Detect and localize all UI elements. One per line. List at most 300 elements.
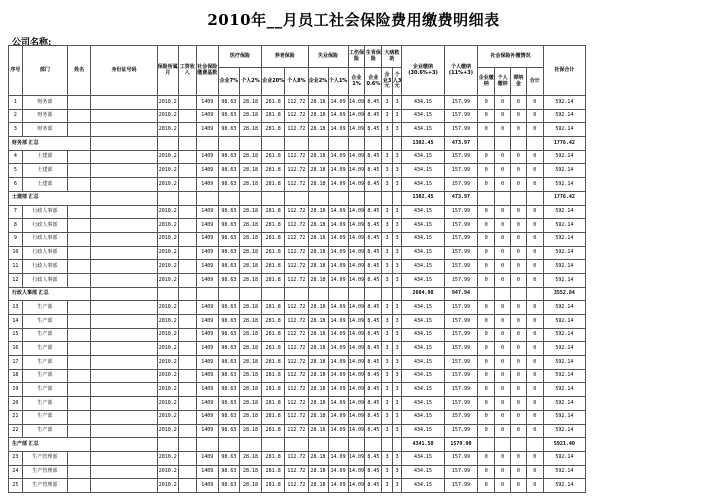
row-pension-ent: 281.8 <box>262 96 285 110</box>
subtotal-empty <box>262 287 285 301</box>
row-sup-sum: 0 <box>526 479 543 493</box>
subtotal-empty <box>308 438 328 452</box>
row-base: 1409 <box>196 356 218 370</box>
row-name <box>68 479 91 493</box>
row-base: 1409 <box>196 424 218 438</box>
header-enterprise-total: 企业缴纳(30.6%+3) <box>402 46 444 96</box>
row-personal-total: 157.99 <box>444 219 478 233</box>
row-wage <box>178 150 196 164</box>
row-grand-total: 592.14 <box>543 232 585 246</box>
header-supplement-sum: 合计 <box>526 68 543 96</box>
row-wage <box>178 328 196 342</box>
row-base: 1409 <box>196 465 218 479</box>
subtotal-empty <box>196 137 218 151</box>
row-unemp-ent: 28.18 <box>308 397 328 411</box>
row-medical-per: 28.18 <box>239 246 261 260</box>
row-serious-ent: 3 <box>382 410 393 424</box>
row-enterprise-total: 434.15 <box>402 356 444 370</box>
header-pension-personal: 个人8% <box>285 68 308 96</box>
subtotal-empty <box>526 438 543 452</box>
row-personal-total: 157.99 <box>444 342 478 356</box>
row-pension-ent: 281.8 <box>262 479 285 493</box>
row-sup-per: 0 <box>495 369 511 383</box>
row-unemp-ent: 28.18 <box>308 410 328 424</box>
row-pension-per: 112.72 <box>285 150 308 164</box>
row-grand-total: 592.14 <box>543 342 585 356</box>
row-serious-ent: 3 <box>382 246 393 260</box>
subtotal-empty <box>365 287 382 301</box>
row-medical-ent: 98.63 <box>218 410 239 424</box>
subtotal-empty <box>239 438 261 452</box>
row-enterprise-total: 434.15 <box>402 465 444 479</box>
row-sup-per: 0 <box>495 315 511 329</box>
row-enterprise-total: 434.15 <box>402 410 444 424</box>
row-serious-per: 3 <box>392 328 402 342</box>
row-seq: 15 <box>9 328 23 342</box>
row-injury-ent: 14.09 <box>348 424 365 438</box>
row-dept: 生产部 <box>22 410 67 424</box>
row-serious-per: 3 <box>392 273 402 287</box>
row-injury-ent: 14.09 <box>348 451 365 465</box>
table-row <box>9 383 586 397</box>
row-enterprise-total: 434.15 <box>402 246 444 260</box>
row-medical-per: 28.18 <box>239 232 261 246</box>
subtotal-grand-total: 1776.42 <box>543 191 585 205</box>
row-seq: 17 <box>9 356 23 370</box>
row-pension-ent: 281.8 <box>262 232 285 246</box>
subtotal-empty <box>382 287 393 301</box>
row-medical-per: 28.18 <box>239 301 261 315</box>
row-grand-total: 592.14 <box>543 109 585 123</box>
table-row <box>9 369 586 383</box>
row-medical-per: 28.18 <box>239 260 261 274</box>
row-base: 1409 <box>196 246 218 260</box>
row-sup-late: 0 <box>511 96 527 110</box>
row-name <box>68 96 91 110</box>
header-unemployment: 失业保险 <box>308 46 348 68</box>
subtotal-empty <box>392 191 402 205</box>
row-id-number <box>91 219 157 233</box>
row-sup-per: 0 <box>495 232 511 246</box>
row-unemp-per: 14.09 <box>328 205 348 219</box>
row-personal-total: 157.99 <box>444 328 478 342</box>
row-sup-sum: 0 <box>526 369 543 383</box>
row-serious-per: 3 <box>392 369 402 383</box>
row-grand-total: 592.14 <box>543 219 585 233</box>
row-dept: 生产管理部 <box>22 465 67 479</box>
subtotal-empty <box>365 438 382 452</box>
row-period: 2010.2 <box>157 328 178 342</box>
row-serious-per: 3 <box>392 260 402 274</box>
row-pension-ent: 281.8 <box>262 328 285 342</box>
row-seq: 21 <box>9 410 23 424</box>
row-sup-ent: 0 <box>478 150 495 164</box>
header-injury-enterprise: 企业1% <box>348 68 365 96</box>
table-row <box>9 205 586 219</box>
row-seq: 8 <box>9 219 23 233</box>
header-pension-enterprise: 企业20% <box>262 68 285 96</box>
row-medical-ent: 98.63 <box>218 301 239 315</box>
row-serious-per: 3 <box>392 410 402 424</box>
row-name <box>68 260 91 274</box>
row-medical-ent: 98.63 <box>218 123 239 137</box>
row-pension-ent: 281.8 <box>262 178 285 192</box>
row-grand-total: 592.14 <box>543 479 585 493</box>
row-seq: 22 <box>9 424 23 438</box>
row-sup-per: 0 <box>495 397 511 411</box>
row-birth-ent: 8.45 <box>365 260 382 274</box>
row-birth-ent: 8.45 <box>365 465 382 479</box>
row-wage <box>178 479 196 493</box>
row-sup-ent: 0 <box>478 164 495 178</box>
row-sup-sum: 0 <box>526 397 543 411</box>
row-serious-ent: 3 <box>382 383 393 397</box>
subtotal-empty <box>328 191 348 205</box>
row-dept: 生产部 <box>22 342 67 356</box>
row-unemp-per: 14.09 <box>328 465 348 479</box>
row-enterprise-total: 434.15 <box>402 397 444 411</box>
row-personal-total: 157.99 <box>444 260 478 274</box>
row-unemp-per: 14.09 <box>328 479 348 493</box>
row-unemp-per: 14.09 <box>328 410 348 424</box>
row-id-number <box>91 273 157 287</box>
page-title: 2010年__月员工社会保险费用缴费明细表 <box>207 11 500 29</box>
row-seq: 7 <box>9 205 23 219</box>
subtotal-row <box>9 191 586 205</box>
subtotal-empty <box>178 438 196 452</box>
row-sup-ent: 0 <box>478 178 495 192</box>
subtotal-personal: 947.94 <box>444 287 478 301</box>
row-personal-total: 157.99 <box>444 232 478 246</box>
row-grand-total: 592.14 <box>543 205 585 219</box>
row-sup-late: 0 <box>511 410 527 424</box>
row-unemp-per: 14.09 <box>328 451 348 465</box>
row-pension-ent: 281.8 <box>262 465 285 479</box>
row-dept: 行政人事部 <box>22 246 67 260</box>
row-pension-ent: 281.8 <box>262 342 285 356</box>
row-period: 2010.2 <box>157 342 178 356</box>
row-sup-late: 0 <box>511 465 527 479</box>
row-injury-ent: 14.09 <box>348 465 365 479</box>
row-unemp-per: 14.09 <box>328 342 348 356</box>
row-id-number <box>91 410 157 424</box>
row-sup-per: 0 <box>495 328 511 342</box>
row-dept: 土建部 <box>22 178 67 192</box>
row-sup-per: 0 <box>495 109 511 123</box>
row-injury-ent: 14.09 <box>348 260 365 274</box>
row-pension-per: 112.72 <box>285 465 308 479</box>
subtotal-empty <box>91 137 157 151</box>
row-pension-ent: 281.8 <box>262 260 285 274</box>
subtotal-empty <box>392 137 402 151</box>
row-name <box>68 465 91 479</box>
row-birth-ent: 8.45 <box>365 356 382 370</box>
row-birth-ent: 8.45 <box>365 369 382 383</box>
row-grand-total: 592.14 <box>543 246 585 260</box>
subtotal-empty <box>348 137 365 151</box>
row-unemp-per: 14.09 <box>328 178 348 192</box>
row-unemp-per: 14.09 <box>328 109 348 123</box>
row-dept: 生产部 <box>22 315 67 329</box>
header-birth-enterprise: 企业0.6% <box>365 68 382 96</box>
row-unemp-per: 14.09 <box>328 356 348 370</box>
row-sup-per: 0 <box>495 123 511 137</box>
row-medical-ent: 98.63 <box>218 164 239 178</box>
subtotal-empty <box>218 438 239 452</box>
row-sup-sum: 0 <box>526 123 543 137</box>
row-base: 1409 <box>196 219 218 233</box>
row-medical-per: 28.18 <box>239 96 261 110</box>
row-wage <box>178 246 196 260</box>
row-sup-ent: 0 <box>478 383 495 397</box>
row-sup-late: 0 <box>511 232 527 246</box>
row-seq: 23 <box>9 451 23 465</box>
row-injury-ent: 14.09 <box>348 342 365 356</box>
row-base: 1409 <box>196 164 218 178</box>
table-row <box>9 451 586 465</box>
row-wage <box>178 424 196 438</box>
row-medical-per: 28.18 <box>239 205 261 219</box>
row-period: 2010.2 <box>157 356 178 370</box>
row-medical-per: 28.18 <box>239 397 261 411</box>
subtotal-empty <box>285 137 308 151</box>
subtotal-enterprise: 1302.45 <box>402 137 444 151</box>
row-grand-total: 592.14 <box>543 383 585 397</box>
row-birth-ent: 8.45 <box>365 109 382 123</box>
row-personal-total: 157.99 <box>444 301 478 315</box>
row-serious-ent: 3 <box>382 369 393 383</box>
row-serious-per: 3 <box>392 150 402 164</box>
row-name <box>68 232 91 246</box>
row-sup-sum: 0 <box>526 246 543 260</box>
row-sup-ent: 0 <box>478 301 495 315</box>
row-personal-total: 157.99 <box>444 465 478 479</box>
row-wage <box>178 342 196 356</box>
row-unemp-ent: 28.18 <box>308 301 328 315</box>
row-seq: 12 <box>9 273 23 287</box>
subtotal-empty <box>196 191 218 205</box>
subtotal-empty <box>239 191 261 205</box>
row-id-number <box>91 383 157 397</box>
table-row <box>9 219 586 233</box>
row-sup-sum: 0 <box>526 260 543 274</box>
row-enterprise-total: 434.15 <box>402 150 444 164</box>
row-grand-total: 592.14 <box>543 301 585 315</box>
row-sup-per: 0 <box>495 356 511 370</box>
row-sup-ent: 0 <box>478 260 495 274</box>
row-sup-per: 0 <box>495 301 511 315</box>
row-medical-per: 28.18 <box>239 424 261 438</box>
row-sup-late: 0 <box>511 246 527 260</box>
subtotal-empty <box>511 438 527 452</box>
row-period: 2010.2 <box>157 205 178 219</box>
subtotal-empty <box>495 137 511 151</box>
row-enterprise-total: 434.15 <box>402 342 444 356</box>
row-personal-total: 157.99 <box>444 273 478 287</box>
header-supplement-late-fee: 滞纳金 <box>511 68 527 96</box>
row-dept: 生产部 <box>22 397 67 411</box>
subtotal-enterprise: 1302.45 <box>402 191 444 205</box>
row-id-number <box>91 356 157 370</box>
subtotal-empty <box>478 191 495 205</box>
row-serious-ent: 3 <box>382 232 393 246</box>
row-dept: 财务部 <box>22 96 67 110</box>
row-enterprise-total: 434.15 <box>402 164 444 178</box>
row-pension-per: 112.72 <box>285 451 308 465</box>
row-grand-total: 592.14 <box>543 96 585 110</box>
row-sup-late: 0 <box>511 479 527 493</box>
row-medical-per: 28.18 <box>239 356 261 370</box>
row-unemp-per: 14.09 <box>328 424 348 438</box>
row-grand-total: 592.14 <box>543 164 585 178</box>
row-seq: 2 <box>9 109 23 123</box>
subtotal-empty <box>308 287 328 301</box>
row-period: 2010.2 <box>157 260 178 274</box>
row-unemp-ent: 28.18 <box>308 260 328 274</box>
row-wage <box>178 109 196 123</box>
row-birth-ent: 8.45 <box>365 273 382 287</box>
row-id-number <box>91 451 157 465</box>
row-wage <box>178 123 196 137</box>
row-period: 2010.2 <box>157 315 178 329</box>
table-row <box>9 397 586 411</box>
row-personal-total: 157.99 <box>444 178 478 192</box>
row-unemp-per: 14.09 <box>328 397 348 411</box>
row-sup-late: 0 <box>511 260 527 274</box>
row-pension-per: 112.72 <box>285 96 308 110</box>
row-sup-late: 0 <box>511 109 527 123</box>
row-unemp-ent: 28.18 <box>308 328 328 342</box>
row-unemp-ent: 28.18 <box>308 356 328 370</box>
row-medical-ent: 98.63 <box>218 315 239 329</box>
row-unemp-per: 14.09 <box>328 123 348 137</box>
row-serious-per: 3 <box>392 232 402 246</box>
subtotal-empty <box>91 438 157 452</box>
row-pension-ent: 281.8 <box>262 273 285 287</box>
subtotal-empty <box>262 438 285 452</box>
row-enterprise-total: 434.15 <box>402 260 444 274</box>
row-unemp-ent: 28.18 <box>308 164 328 178</box>
row-seq: 11 <box>9 260 23 274</box>
row-period: 2010.2 <box>157 164 178 178</box>
table-row <box>9 246 586 260</box>
row-dept: 生产部 <box>22 356 67 370</box>
row-enterprise-total: 434.15 <box>402 315 444 329</box>
subtotal-label: 行政人事部 汇总 <box>9 287 91 301</box>
row-sup-sum: 0 <box>526 342 543 356</box>
row-sup-sum: 0 <box>526 178 543 192</box>
row-wage <box>178 178 196 192</box>
subtotal-empty <box>478 287 495 301</box>
row-injury-ent: 14.09 <box>348 356 365 370</box>
row-seq: 1 <box>9 96 23 110</box>
header-grand-total: 社保合计 <box>543 46 585 96</box>
row-period: 2010.2 <box>157 369 178 383</box>
row-unemp-per: 14.09 <box>328 219 348 233</box>
row-unemp-ent: 28.18 <box>308 342 328 356</box>
row-grand-total: 592.14 <box>543 328 585 342</box>
row-birth-ent: 8.45 <box>365 123 382 137</box>
row-injury-ent: 14.09 <box>348 383 365 397</box>
subtotal-empty <box>365 191 382 205</box>
row-birth-ent: 8.45 <box>365 178 382 192</box>
row-sup-ent: 0 <box>478 369 495 383</box>
row-serious-per: 3 <box>392 315 402 329</box>
row-medical-per: 28.18 <box>239 410 261 424</box>
subtotal-empty <box>178 191 196 205</box>
row-personal-total: 157.99 <box>444 451 478 465</box>
subtotal-empty <box>196 438 218 452</box>
row-medical-per: 28.18 <box>239 109 261 123</box>
row-grand-total: 592.14 <box>543 397 585 411</box>
header-medical-personal: 个人2% <box>239 68 261 96</box>
row-id-number <box>91 260 157 274</box>
row-personal-total: 157.99 <box>444 205 478 219</box>
subtotal-empty <box>328 137 348 151</box>
row-grand-total: 592.14 <box>543 273 585 287</box>
row-injury-ent: 14.09 <box>348 328 365 342</box>
header-seq: 序号 <box>9 46 23 96</box>
subtotal-empty <box>285 287 308 301</box>
row-seq: 5 <box>9 164 23 178</box>
row-grand-total: 592.14 <box>543 356 585 370</box>
row-unemp-ent: 28.18 <box>308 424 328 438</box>
row-sup-ent: 0 <box>478 123 495 137</box>
row-injury-ent: 14.09 <box>348 410 365 424</box>
subtotal-empty <box>196 287 218 301</box>
row-serious-ent: 3 <box>382 219 393 233</box>
row-serious-ent: 3 <box>382 178 393 192</box>
row-medical-ent: 98.63 <box>218 369 239 383</box>
row-serious-per: 3 <box>392 424 402 438</box>
row-name <box>68 164 91 178</box>
row-enterprise-total: 434.15 <box>402 109 444 123</box>
row-sup-ent: 0 <box>478 465 495 479</box>
table-row <box>9 232 586 246</box>
row-seq: 4 <box>9 150 23 164</box>
row-serious-ent: 3 <box>382 109 393 123</box>
row-serious-ent: 3 <box>382 164 393 178</box>
row-dept: 财务部 <box>22 109 67 123</box>
row-injury-ent: 14.09 <box>348 164 365 178</box>
row-period: 2010.2 <box>157 232 178 246</box>
row-unemp-ent: 28.18 <box>308 273 328 287</box>
row-medical-per: 28.18 <box>239 465 261 479</box>
row-wage <box>178 260 196 274</box>
row-sup-sum: 0 <box>526 465 543 479</box>
row-serious-per: 3 <box>392 479 402 493</box>
row-dept: 行政人事部 <box>22 260 67 274</box>
row-base: 1409 <box>196 123 218 137</box>
row-injury-ent: 14.09 <box>348 301 365 315</box>
row-sup-ent: 0 <box>478 342 495 356</box>
row-sup-sum: 0 <box>526 315 543 329</box>
row-wage <box>178 232 196 246</box>
row-medical-per: 28.18 <box>239 479 261 493</box>
row-medical-ent: 98.63 <box>218 96 239 110</box>
row-medical-per: 28.18 <box>239 342 261 356</box>
table-row <box>9 150 586 164</box>
row-injury-ent: 14.09 <box>348 178 365 192</box>
subtotal-empty <box>511 287 527 301</box>
row-id-number <box>91 328 157 342</box>
row-name <box>68 451 91 465</box>
row-unemp-per: 14.09 <box>328 273 348 287</box>
row-unemp-per: 14.09 <box>328 232 348 246</box>
row-enterprise-total: 434.15 <box>402 383 444 397</box>
header-supplement: 社会保险补缴情况 <box>478 46 543 68</box>
row-personal-total: 157.99 <box>444 479 478 493</box>
